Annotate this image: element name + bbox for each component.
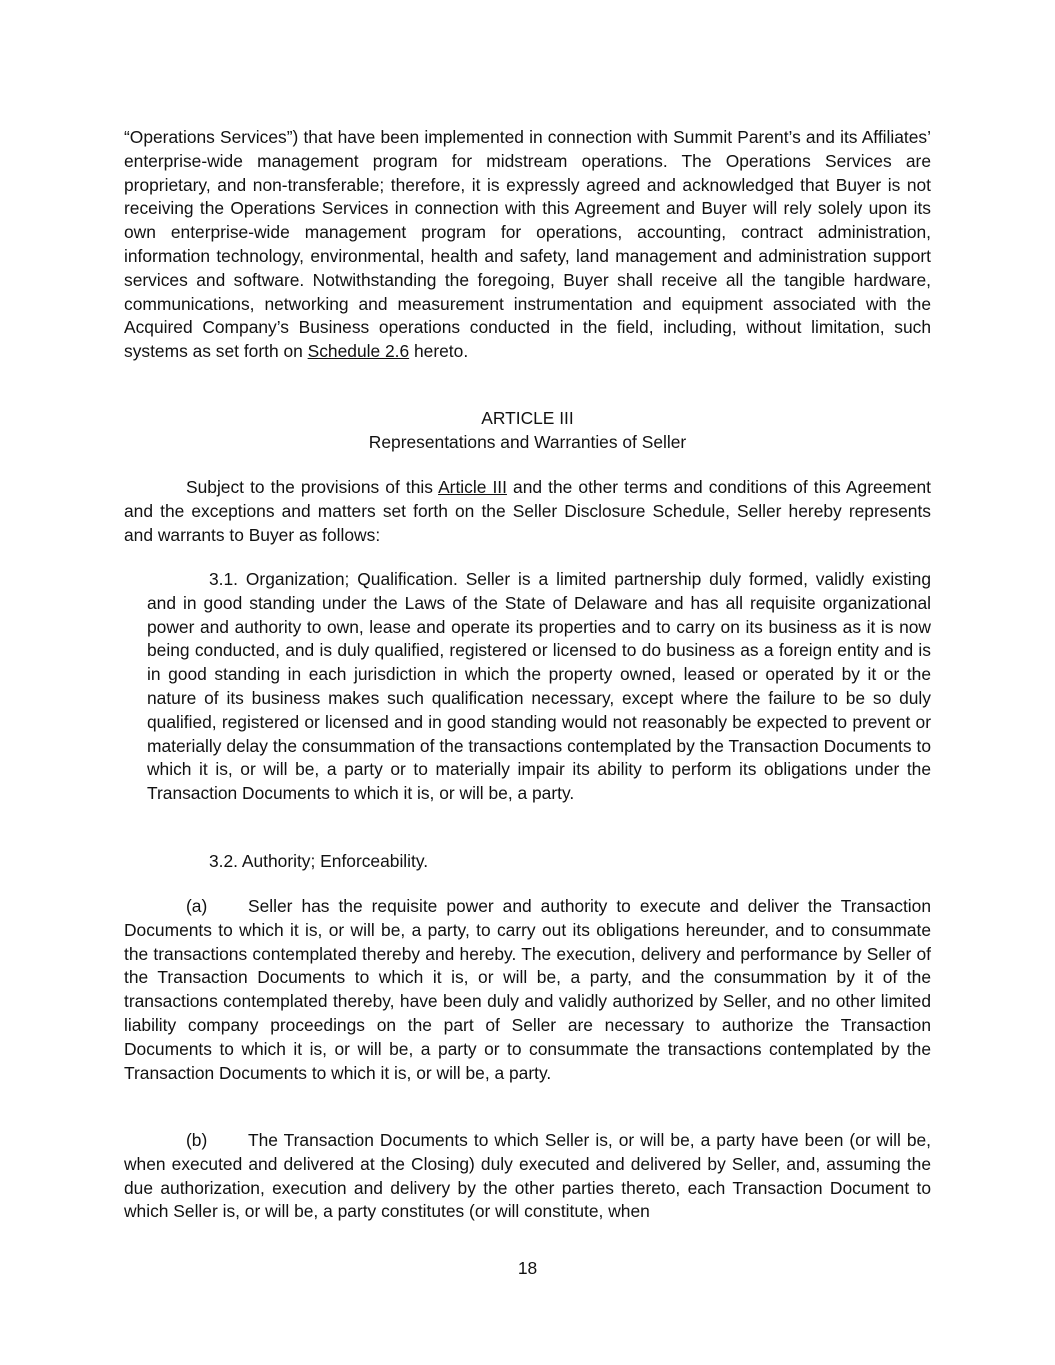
paragraph-b-label: (b) [186,1130,208,1150]
page-number: 18 [517,1258,538,1278]
article-subtitle: Representations and Warranties of Seller [368,432,687,452]
article-title: ARTICLE III [481,408,574,428]
section-3-1-body: Seller is a limited partnership duly formed, validly existing and in good standing under the Laws of the State of Delaware and has all requisite organizational power and authority to own, lease and operate its properties and to carry on its business as it is now being conducted, and is duly qualified, registered or licensed to do business as a foreign entity and is in good standing in each jurisdiction in which the property owned, leased or operated by it or the nature of its business makes such qualification necessary, except where the failure to be so duly qualified, registered or licensed and in good standing would not reasonably be expected to prevent or materially delay the consummation of the transactions contemplated by the Transaction Documents to which it is, or will be, a party or to materially impair its ability to perform its obligations under the Transaction Documents to which it is, or will be, a party. [147,569,931,804]
schedule-reference: Schedule 2.6 [307,341,410,362]
section-3-2-heading: 3.2. Authority; Enforceability. [209,851,429,871]
paragraph-operations-services [124,126,931,364]
paragraph-a [124,895,931,1085]
paragraph-a-label: (a) [186,896,208,916]
paragraph-text: Subject to the provisions of this [186,477,439,497]
paragraph-article-intro [124,476,931,547]
paragraph-a-text: Seller has the requisite power and authority to execute and deliver the Transaction Documents to which it is, or will be, a party, to carry out its obligations hereunder, and to consummate the transactions contemplated thereby and hereby. The execution, delivery and performance by Seller of the Transaction Documents to which it is, or will be, a party, and the consummation by it of the transactions contemplated thereby, have been duly and validly authorized by Seller, and no other limited liability company proceedings on the part of Seller are necessary to authorize the Transaction Documents to which it is, or will be, a party or to consummate the transactions contemplated by the Transaction Documents to which it is, or will be, a party. [124,896,931,1083]
paragraph-b [124,1129,931,1224]
section-3-1 [147,568,931,806]
paragraph-b-text: The Transaction Documents to which Seller is, or will be, a party have been (or will be, when executed and delivered at the Closing) duly executed and delivered by Seller, and, assuming the due authorization, execution and delivery by the other parties thereto, each Transaction Document to which Seller is, or will be, a party constitutes (or will constitute, when [124,1130,931,1222]
paragraph-text: “Operations Services”) that have been implemented in connection with Summit Parent’s and its Affiliates’ enterprise-wide management program for midstream operations. The Operations Services are proprietary, and non-transferable; therefore, it is expressly agreed and acknowledged that Buyer is not receiving the Operations Services in connection with this Agreement and Buyer will rely solely upon its own enterprise-wide management program for operations, accounting, contract administration, information technology, environmental, health and safety, land management and administration support services and software. Notwithstanding the foregoing, Buyer shall receive all the tangible hardware, communications, networking and measurement instrumentation and equipment associated with the Acquired Company’s Business operations conducted in the field, including, without limitation, such systems as set forth on [124,127,931,362]
paragraph-text-end: hereto. [409,341,469,362]
article-reference: Article III [438,477,507,497]
paragraph-text-end: and the other terms and conditions of this Agreement and the exceptions and matters set forth on the Seller Disclosure Schedule, Seller hereby represents and warrants to Buyer as follows: [124,477,931,545]
section-3-1-heading: 3.1. Organization; Qualification. [209,569,458,589]
